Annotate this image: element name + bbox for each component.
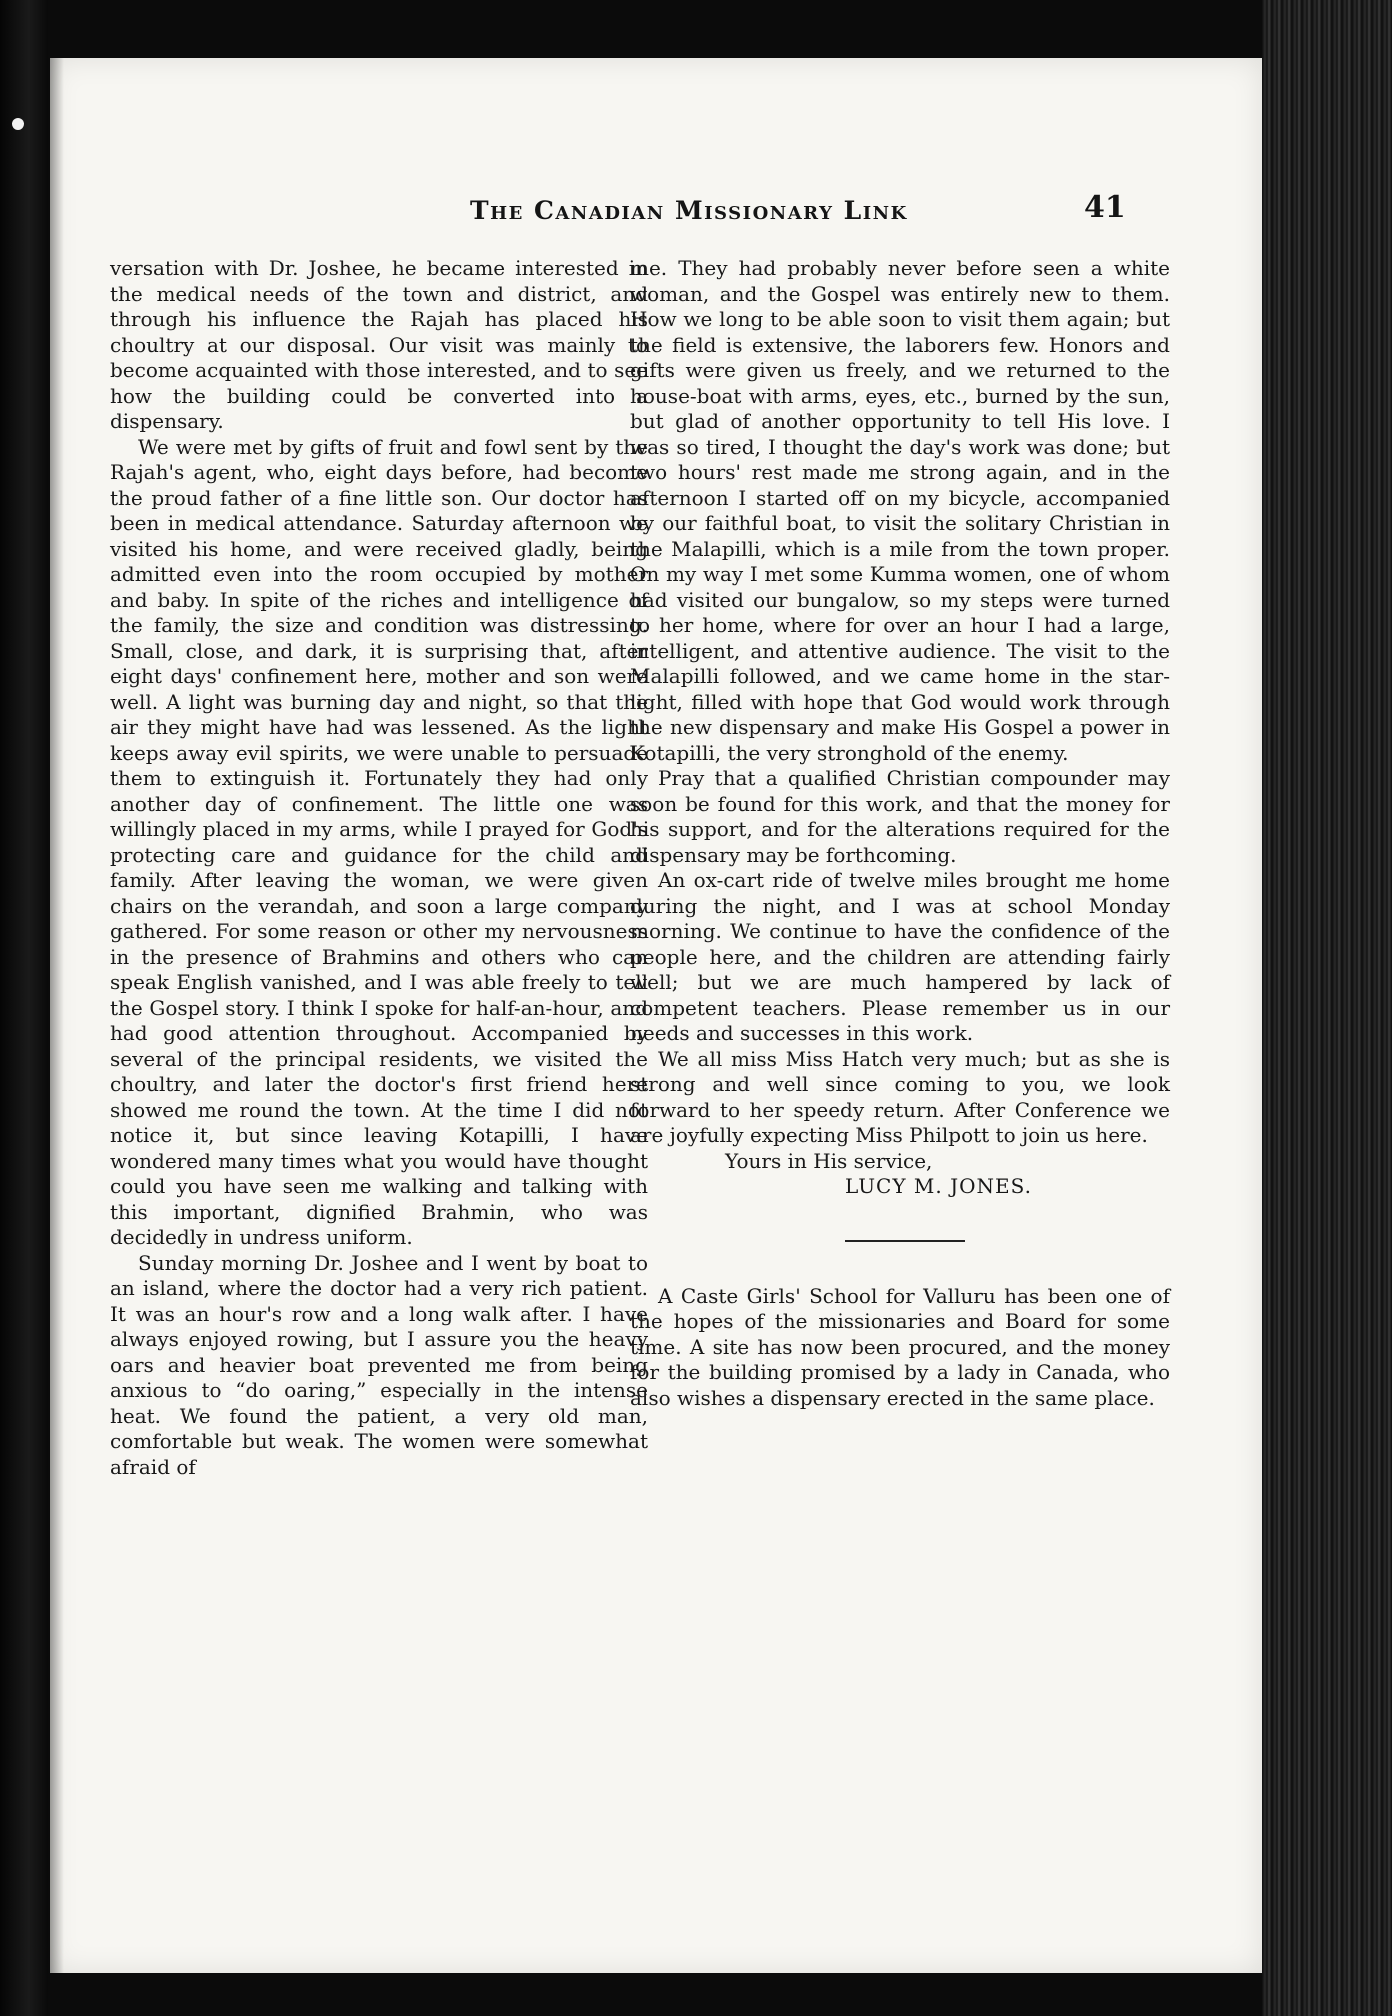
paragraph: We all miss Miss Hatch very much; but as she is strong and well since coming to you, we look forward to her speedy return. After Conference we are joyfully expecting Miss Philpott to join us here. [630, 1046, 1170, 1147]
paragraph: Sunday morning Dr. Joshee and I went by boat to an island, where the doctor had a very rich patient. It was an hour's row and a long walk after. I have always enjoyed rowing, but I assure you the heavy oars and heavier boat prevented me from being anxious to “do oaring,” especially in the intense heat. We found the patient, a very old man, comfortable but weak. The women were somewhat afraid of [110, 1250, 648, 1479]
paragraph: A Caste Girls' School for Valluru has been one of the hopes of the missionaries and Board for some time. A site has now been procured, and the money for the building promised by a lady in Canada, who also wishes a dispensary erected in the same place. [630, 1283, 1170, 1410]
section-divider [845, 1240, 965, 1242]
left-column [110, 256, 648, 1480]
paragraph: We were met by gifts of fruit and fowl sent by the Rajah's agent, who, eight days before, had become the proud father of a fine little son. Our doctor has been in medical attendance. Saturday afternoon we visited his home, and were received gladly, being admitted even into the room occupied by mother and baby. In spite of the riches and intelligence of the family, the size and condition was distressing. Small, close, and dark, it is surprising that, after eight days' confinement here, mother and son were well. A light was burning day and night, so that the air they might have had was lessened. As the light keeps away evil spirits, we were unable to persuade them to extinguish it. Fortunately they had only another day of confinement. The little one was willingly placed in my arms, while I prayed for God's protecting care and guidance for the child and family. After leaving the woman, we were given chairs on the verandah, and soon a large company gathered. For some reason or other my nervousness in the presence of Brahmins and others who can speak English vanished, and I was able freely to tell the Gospel story. I think I spoke for half-an-hour, and had good attention throughout. Accompanied by several of the principal residents, we visited the choultry, and later the doctor's first friend here showed me round the town. At the time I did not notice it, but since leaving Kotapilli, I have wondered many times what you would have thought could you have seen me walking and talking with this important, dignified Brahmin, who was decidedly in undress uniform. [110, 434, 648, 1249]
scan-left-border [0, 0, 48, 2016]
page-number: 41 [1084, 190, 1126, 225]
paragraph: me. They had probably never before seen a white woman, and the Gospel was entirely new to them. How we long to be able soon to visit them again; but the field is extensive, the laborers few. Honors and gifts were given us freely, and we returned to the house-boat with arms, eyes, etc., burned by the sun, but glad of another opportunity to tell His love. I was so tired, I thought the day's work was done; but two hours' rest made me strong again, and in the afternoon I started off on my bicycle, accompanied by our faithful boat, to visit the solitary Christian in the Malapilli, which is a mile from the town proper. On my way I met some Kumma women, one of whom had visited our bungalow, so my steps were turned to her home, where for over an hour I had a large, intelligent, and attentive audience. The visit to the Malapilli followed, and we came home in the star-light, filled with hope that God would work through the new dispensary and make His Gospel a power in Kotapilli, the very stronghold of the enemy. [630, 256, 1170, 765]
right-column [630, 256, 1170, 1411]
letter-closing: Yours in His service, [725, 1148, 933, 1173]
letter-signature: LUCY M. JONES. [845, 1174, 1032, 1198]
scan-right-border [1262, 0, 1392, 2016]
scan-binding-hole [12, 118, 24, 130]
document-page [50, 58, 1262, 1973]
running-title: The Canadian Missionary Link [470, 196, 908, 225]
paragraph: An ox-cart ride of twelve miles brought me home during the night, and I was at school Monday morning. We continue to have the confidence of the people here, and the children are attending fairly well; but we are much hampered by lack of competent teachers. Please remember us in our needs and successes in this work. [630, 868, 1170, 1045]
paragraph: Pray that a qualified Christian compounder may soon be found for this work, and that the money for his support, and for the alterations required for the dispensary may be forthcoming. [630, 766, 1170, 867]
paragraph: versation with Dr. Joshee, he became interested in the medical needs of the town and district, and through his influence the Rajah has placed his choultry at our disposal. Our visit was mainly to become acquainted with those interested, and to see how the building could be converted into a dispensary. [110, 256, 648, 433]
